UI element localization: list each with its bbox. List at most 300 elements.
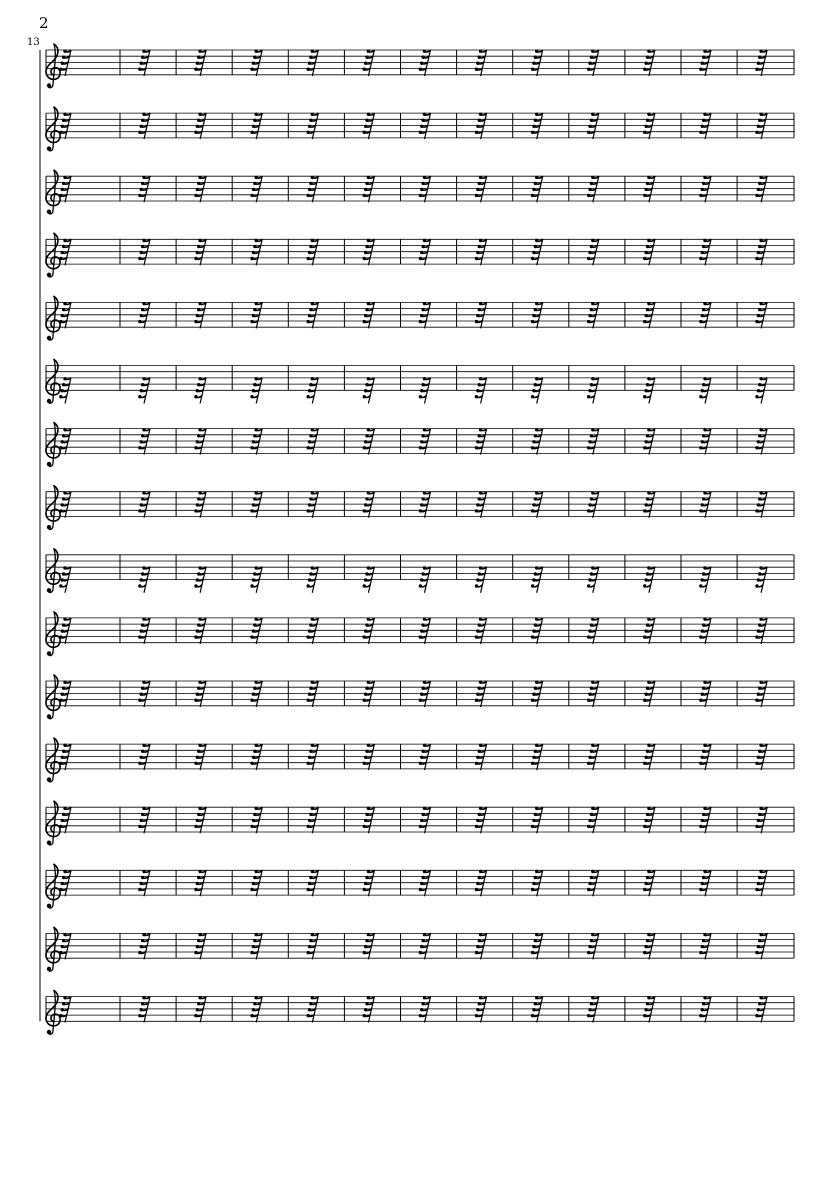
rest-flag-dot bbox=[59, 951, 62, 954]
clef-dot bbox=[47, 336, 51, 340]
rest-flag-dot bbox=[250, 257, 253, 260]
rest-flag-dot bbox=[757, 629, 760, 632]
rest-flag-dot bbox=[365, 182, 368, 185]
rest-flag-dot bbox=[141, 876, 144, 879]
rest-flag-dot bbox=[479, 681, 482, 684]
rest-flag-dot bbox=[308, 1008, 311, 1011]
rest-flag-dot bbox=[250, 584, 253, 587]
treble-clef-icon bbox=[46, 233, 60, 277]
rest-flag-dot bbox=[702, 497, 705, 500]
rest-flag-dot bbox=[590, 308, 593, 311]
rest-flag-dot bbox=[423, 870, 426, 873]
rest-flag-dot bbox=[250, 951, 253, 954]
rest-flag-dot bbox=[587, 194, 590, 197]
staff-10 bbox=[46, 612, 794, 656]
rest-flag-dot bbox=[364, 578, 367, 581]
rest-flag-dot bbox=[363, 509, 366, 512]
rest-flag-dot bbox=[365, 572, 368, 575]
rest-flag-dot bbox=[420, 188, 423, 191]
rest-flag-dot bbox=[701, 125, 704, 128]
rest-flag-dot bbox=[367, 113, 370, 116]
rest-flag-dot bbox=[311, 996, 314, 999]
rest-flag-dot bbox=[255, 50, 258, 53]
rest-flag-dot bbox=[643, 888, 646, 891]
rest-flag-dot bbox=[419, 446, 422, 449]
rest-flag-dot bbox=[367, 744, 370, 747]
rest-flag-dot bbox=[306, 825, 309, 828]
rest-flag-dot bbox=[423, 933, 426, 936]
rest-flag-dot bbox=[363, 395, 366, 398]
rest-flag-dot bbox=[308, 125, 311, 128]
rest-flag-dot bbox=[755, 584, 758, 587]
rest-flag-dot bbox=[311, 113, 314, 116]
rest-flag-dot bbox=[478, 572, 481, 575]
rest-flag-dot bbox=[535, 566, 538, 569]
rest-flag-dot bbox=[59, 699, 62, 702]
rest-flag-dot bbox=[478, 813, 481, 816]
rest-flag-dot bbox=[367, 681, 370, 684]
rest-flag-dot bbox=[421, 939, 424, 942]
rest-flag-dot bbox=[535, 996, 538, 999]
rest-flag-dot bbox=[59, 131, 62, 134]
rest-flag-dot bbox=[367, 50, 370, 53]
clef-dot bbox=[47, 841, 51, 845]
rest-flag-dot bbox=[479, 744, 482, 747]
rest-flag-dot bbox=[699, 888, 702, 891]
rest-flag-dot bbox=[253, 434, 256, 437]
rest-flag-dot bbox=[62, 572, 65, 575]
clef-curve bbox=[46, 423, 60, 458]
rest-flag-dot bbox=[703, 302, 706, 305]
rest-flag-dot bbox=[364, 819, 367, 822]
rest-flag-dot bbox=[647, 302, 650, 305]
rest-flag-dot bbox=[587, 1014, 590, 1017]
rest-flag-dot bbox=[476, 389, 479, 392]
rest-flag-dot bbox=[755, 446, 758, 449]
rest-flag-dot bbox=[755, 68, 758, 71]
rest-flag-dot bbox=[423, 491, 426, 494]
rest-flag-dot bbox=[309, 308, 312, 311]
rest-flag-dot bbox=[591, 239, 594, 242]
rest-flag-dot bbox=[420, 629, 423, 632]
rest-flag-dot bbox=[196, 882, 199, 885]
rest-flag-dot bbox=[196, 945, 199, 948]
rest-flag-dot bbox=[420, 389, 423, 392]
rest-flag-dot bbox=[475, 762, 478, 765]
rest-flag-dot bbox=[647, 566, 650, 569]
rest-flag-dot bbox=[308, 251, 311, 254]
rest-flag-dot bbox=[364, 1008, 367, 1011]
rest-flag-dot bbox=[590, 245, 593, 248]
rest-flag-dot bbox=[646, 245, 649, 248]
rest-flag-dot bbox=[364, 389, 367, 392]
rest-flag-dot bbox=[419, 194, 422, 197]
rest-flag-dot bbox=[252, 440, 255, 443]
rest-flag-dot bbox=[647, 377, 650, 380]
rest-flag-dot bbox=[252, 756, 255, 759]
rest-flag-dot bbox=[646, 939, 649, 942]
rest-flag-dot bbox=[63, 681, 66, 684]
treble-clef-icon bbox=[46, 991, 60, 1035]
treble-clef-icon bbox=[46, 738, 60, 782]
rest-flag-dot bbox=[420, 819, 423, 822]
clef-curve bbox=[46, 360, 60, 395]
rest-flag-dot bbox=[476, 251, 479, 254]
rest-flag-dot bbox=[306, 446, 309, 449]
rest-flag-dot bbox=[535, 377, 538, 380]
rest-flag-dot bbox=[587, 699, 590, 702]
rest-flag-dot bbox=[197, 119, 200, 122]
rest-flag-dot bbox=[646, 119, 649, 122]
rest-flag-dot bbox=[138, 951, 141, 954]
rest-flag-dot bbox=[306, 635, 309, 638]
rest-flag-dot bbox=[646, 497, 649, 500]
page-number: 2 bbox=[39, 14, 49, 32]
rest-flag-dot bbox=[365, 434, 368, 437]
rest-flag-dot bbox=[194, 509, 197, 512]
rest-flag-dot bbox=[535, 807, 538, 810]
rest-flag-dot bbox=[587, 320, 590, 323]
rest-flag-dot bbox=[63, 744, 66, 747]
rest-flag-dot bbox=[252, 389, 255, 392]
clef-curve bbox=[46, 44, 60, 79]
rest-flag-dot bbox=[367, 428, 370, 431]
rest-flag-dot bbox=[59, 584, 62, 587]
rest-flag-dot bbox=[535, 113, 538, 116]
rest-flag-dot bbox=[253, 939, 256, 942]
rest-flag-dot bbox=[758, 750, 761, 753]
rest-flag-dot bbox=[250, 699, 253, 702]
rest-flag-dot bbox=[755, 1014, 758, 1017]
clef-curve bbox=[46, 233, 60, 268]
rest-flag-dot bbox=[703, 807, 706, 810]
rest-flag-dot bbox=[196, 188, 199, 191]
rest-flag-dot bbox=[63, 566, 66, 569]
rest-flag-dot bbox=[196, 62, 199, 65]
staff-9 bbox=[46, 549, 794, 593]
rest-flag-dot bbox=[590, 687, 593, 690]
rest-flag-dot bbox=[197, 308, 200, 311]
rest-flag-dot bbox=[475, 951, 478, 954]
rest-flag-dot bbox=[758, 434, 761, 437]
rest-flag-dot bbox=[643, 131, 646, 134]
rest-flag-dot bbox=[590, 434, 593, 437]
rest-flag-dot bbox=[363, 762, 366, 765]
rest-flag-dot bbox=[306, 257, 309, 260]
rest-flag-dot bbox=[61, 125, 64, 128]
rest-flag-dot bbox=[196, 756, 199, 759]
rest-flag-dot bbox=[588, 314, 591, 317]
rest-flag-dot bbox=[647, 428, 650, 431]
rest-flag-dot bbox=[140, 251, 143, 254]
rest-flag-dot bbox=[646, 182, 649, 185]
rest-flag-dot bbox=[591, 566, 594, 569]
rest-flag-dot bbox=[142, 50, 145, 53]
rest-flag-dot bbox=[479, 377, 482, 380]
rest-flag-dot bbox=[255, 428, 258, 431]
rest-flag-dot bbox=[311, 428, 314, 431]
rest-flag-dot bbox=[253, 572, 256, 575]
rest-flag-dot bbox=[643, 395, 646, 398]
rest-flag-dot bbox=[194, 68, 197, 71]
rest-flag-dot bbox=[61, 945, 64, 948]
rest-flag-dot bbox=[138, 257, 141, 260]
rest-flag-dot bbox=[755, 395, 758, 398]
rest-flag-dot bbox=[250, 320, 253, 323]
rest-flag-dot bbox=[311, 566, 314, 569]
rest-flag-dot bbox=[142, 566, 145, 569]
clef-dot bbox=[47, 210, 51, 214]
rest-flag-dot bbox=[194, 1014, 197, 1017]
rest-flag-dot bbox=[198, 807, 201, 810]
rest-flag-dot bbox=[644, 629, 647, 632]
rest-flag-dot bbox=[701, 756, 704, 759]
rest-flag-dot bbox=[420, 125, 423, 128]
rest-flag-dot bbox=[534, 56, 537, 59]
rest-flag-dot bbox=[701, 629, 704, 632]
rest-flag-dot bbox=[194, 446, 197, 449]
rest-flag-dot bbox=[478, 182, 481, 185]
rest-flag-dot bbox=[644, 693, 647, 696]
rest-flag-dot bbox=[755, 699, 758, 702]
rest-flag-dot bbox=[703, 996, 706, 999]
treble-clef-icon bbox=[46, 170, 60, 214]
rest-flag-dot bbox=[478, 56, 481, 59]
rest-flag-dot bbox=[365, 1002, 368, 1005]
rest-flag-dot bbox=[62, 56, 65, 59]
rest-flag-dot bbox=[476, 578, 479, 581]
rest-flag-dot bbox=[62, 434, 65, 437]
rest-flag-dot bbox=[757, 945, 760, 948]
rest-flag-dot bbox=[534, 497, 537, 500]
rest-flag-dot bbox=[476, 693, 479, 696]
rest-flag-dot bbox=[140, 819, 143, 822]
rest-flag-dot bbox=[534, 308, 537, 311]
rest-flag-dot bbox=[591, 377, 594, 380]
rest-flag-dot bbox=[421, 497, 424, 500]
clef-curve bbox=[46, 801, 60, 836]
rest-flag-dot bbox=[309, 245, 312, 248]
rest-flag-dot bbox=[308, 314, 311, 317]
rest-flag-dot bbox=[588, 440, 591, 443]
rest-flag-dot bbox=[702, 182, 705, 185]
rest-flag-dot bbox=[647, 239, 650, 242]
clef-curve bbox=[46, 991, 60, 1026]
rest-flag-dot bbox=[419, 68, 422, 71]
rest-flag-dot bbox=[59, 320, 62, 323]
rest-flag-dot bbox=[643, 1014, 646, 1017]
rest-flag-dot bbox=[755, 320, 758, 323]
rest-flag-dot bbox=[363, 131, 366, 134]
rest-flag-dot bbox=[363, 446, 366, 449]
rest-flag-dot bbox=[252, 314, 255, 317]
rest-flag-dot bbox=[646, 813, 649, 816]
rest-flag-dot bbox=[479, 933, 482, 936]
rest-flag-dot bbox=[701, 819, 704, 822]
rest-flag-dot bbox=[420, 440, 423, 443]
rest-flag-dot bbox=[197, 813, 200, 816]
rest-flag-dot bbox=[476, 314, 479, 317]
rest-flag-dot bbox=[140, 188, 143, 191]
rest-flag-dot bbox=[703, 50, 706, 53]
rest-flag-dot bbox=[703, 681, 706, 684]
treble-clef-icon bbox=[46, 549, 60, 593]
rest-flag-dot bbox=[59, 257, 62, 260]
rest-flag-dot bbox=[255, 996, 258, 999]
rest-flag-dot bbox=[423, 377, 426, 380]
rest-flag-dot bbox=[643, 825, 646, 828]
rest-flag-dot bbox=[141, 813, 144, 816]
rest-flag-dot bbox=[535, 744, 538, 747]
rest-flag-dot bbox=[643, 320, 646, 323]
rest-flag-dot bbox=[591, 302, 594, 305]
rest-flag-dot bbox=[420, 945, 423, 948]
rest-flag-dot bbox=[588, 125, 591, 128]
rest-flag-dot bbox=[703, 377, 706, 380]
rest-flag-dot bbox=[364, 188, 367, 191]
rest-flag-dot bbox=[758, 56, 761, 59]
rest-flag-dot bbox=[250, 131, 253, 134]
rest-flag-dot bbox=[63, 807, 66, 810]
rest-flag-dot bbox=[138, 194, 141, 197]
rest-flag-dot bbox=[423, 566, 426, 569]
rest-flag-dot bbox=[142, 239, 145, 242]
rest-flag-dot bbox=[253, 497, 256, 500]
rest-flag-dot bbox=[644, 125, 647, 128]
rest-flag-dot bbox=[644, 756, 647, 759]
rest-flag-dot bbox=[475, 68, 478, 71]
rest-flag-dot bbox=[532, 440, 535, 443]
rest-flag-dot bbox=[61, 629, 64, 632]
rest-flag-dot bbox=[476, 440, 479, 443]
rest-flag-dot bbox=[420, 1008, 423, 1011]
rest-flag-dot bbox=[758, 572, 761, 575]
clef-dot bbox=[47, 588, 51, 592]
rest-flag-dot bbox=[253, 182, 256, 185]
rest-flag-dot bbox=[531, 951, 534, 954]
rest-flag-dot bbox=[138, 509, 141, 512]
rest-flag-dot bbox=[363, 1014, 366, 1017]
rest-flag-dot bbox=[306, 584, 309, 587]
rest-flag-dot bbox=[423, 302, 426, 305]
rest-flag-dot bbox=[142, 176, 145, 179]
rest-flag-dot bbox=[365, 939, 368, 942]
rest-flag-dot bbox=[363, 699, 366, 702]
rest-flag-dot bbox=[646, 383, 649, 386]
rest-flag-dot bbox=[588, 188, 591, 191]
rest-flag-dot bbox=[255, 113, 258, 116]
rest-flag-dot bbox=[759, 617, 762, 620]
rest-flag-dot bbox=[311, 239, 314, 242]
rest-flag-dot bbox=[758, 383, 761, 386]
rest-flag-dot bbox=[142, 491, 145, 494]
rest-flag-dot bbox=[311, 50, 314, 53]
rest-flag-dot bbox=[253, 623, 256, 626]
clef-dot bbox=[47, 777, 51, 781]
rest-flag-dot bbox=[755, 131, 758, 134]
rest-flag-dot bbox=[531, 320, 534, 323]
rest-flag-dot bbox=[306, 762, 309, 765]
rest-flag-dot bbox=[531, 68, 534, 71]
staff-3 bbox=[46, 170, 794, 214]
rest-flag-dot bbox=[364, 314, 367, 317]
rest-flag-dot bbox=[363, 257, 366, 260]
rest-flag-dot bbox=[311, 744, 314, 747]
rest-flag-dot bbox=[309, 1002, 312, 1005]
rest-flag-dot bbox=[591, 491, 594, 494]
rest-flag-dot bbox=[194, 320, 197, 323]
rest-flag-dot bbox=[699, 635, 702, 638]
clef-curve bbox=[46, 486, 60, 521]
treble-clef-icon bbox=[46, 801, 60, 845]
rest-flag-dot bbox=[419, 509, 422, 512]
rest-flag-dot bbox=[419, 1014, 422, 1017]
rest-flag-dot bbox=[365, 56, 368, 59]
rest-flag-dot bbox=[587, 584, 590, 587]
rest-flag-dot bbox=[421, 308, 424, 311]
rest-flag-dot bbox=[255, 566, 258, 569]
rest-flag-dot bbox=[759, 491, 762, 494]
rest-flag-dot bbox=[309, 383, 312, 386]
rest-flag-dot bbox=[63, 50, 66, 53]
rest-flag-dot bbox=[250, 1014, 253, 1017]
rest-flag-dot bbox=[197, 750, 200, 753]
rest-flag-dot bbox=[423, 681, 426, 684]
rest-flag-dot bbox=[702, 1002, 705, 1005]
rest-flag-dot bbox=[475, 395, 478, 398]
rest-flag-dot bbox=[647, 113, 650, 116]
rest-flag-dot bbox=[759, 744, 762, 747]
rest-flag-dot bbox=[309, 623, 312, 626]
rest-flag-dot bbox=[588, 251, 591, 254]
rest-flag-dot bbox=[138, 320, 141, 323]
rest-flag-dot bbox=[588, 945, 591, 948]
rest-flag-dot bbox=[701, 945, 704, 948]
rest-flag-dot bbox=[250, 509, 253, 512]
clef-curve bbox=[46, 107, 60, 142]
rest-flag-dot bbox=[531, 825, 534, 828]
rest-flag-dot bbox=[311, 377, 314, 380]
rest-flag-dot bbox=[759, 870, 762, 873]
rest-flag-dot bbox=[138, 888, 141, 891]
rest-flag-dot bbox=[309, 56, 312, 59]
rest-flag-dot bbox=[311, 617, 314, 620]
rest-flag-dot bbox=[197, 1002, 200, 1005]
rest-flag-dot bbox=[194, 395, 197, 398]
rest-flag-dot bbox=[535, 491, 538, 494]
rest-flag-dot bbox=[363, 951, 366, 954]
rest-flag-dot bbox=[588, 693, 591, 696]
rest-flag-dot bbox=[532, 819, 535, 822]
rest-flag-dot bbox=[142, 428, 145, 431]
rest-flag-dot bbox=[587, 951, 590, 954]
rest-flag-dot bbox=[255, 807, 258, 810]
rest-flag-dot bbox=[701, 251, 704, 254]
rest-flag-dot bbox=[141, 308, 144, 311]
clef-dot bbox=[47, 83, 51, 87]
rest-flag-dot bbox=[253, 750, 256, 753]
rest-flag-dot bbox=[61, 503, 64, 506]
rest-flag-dot bbox=[364, 125, 367, 128]
rest-flag-dot bbox=[757, 440, 760, 443]
rest-flag-dot bbox=[421, 687, 424, 690]
clef-curve bbox=[46, 927, 60, 962]
rest-flag-dot bbox=[702, 750, 705, 753]
clef-curve bbox=[46, 170, 60, 205]
rest-flag-dot bbox=[643, 509, 646, 512]
rest-flag-dot bbox=[701, 1008, 704, 1011]
rest-flag-dot bbox=[367, 933, 370, 936]
